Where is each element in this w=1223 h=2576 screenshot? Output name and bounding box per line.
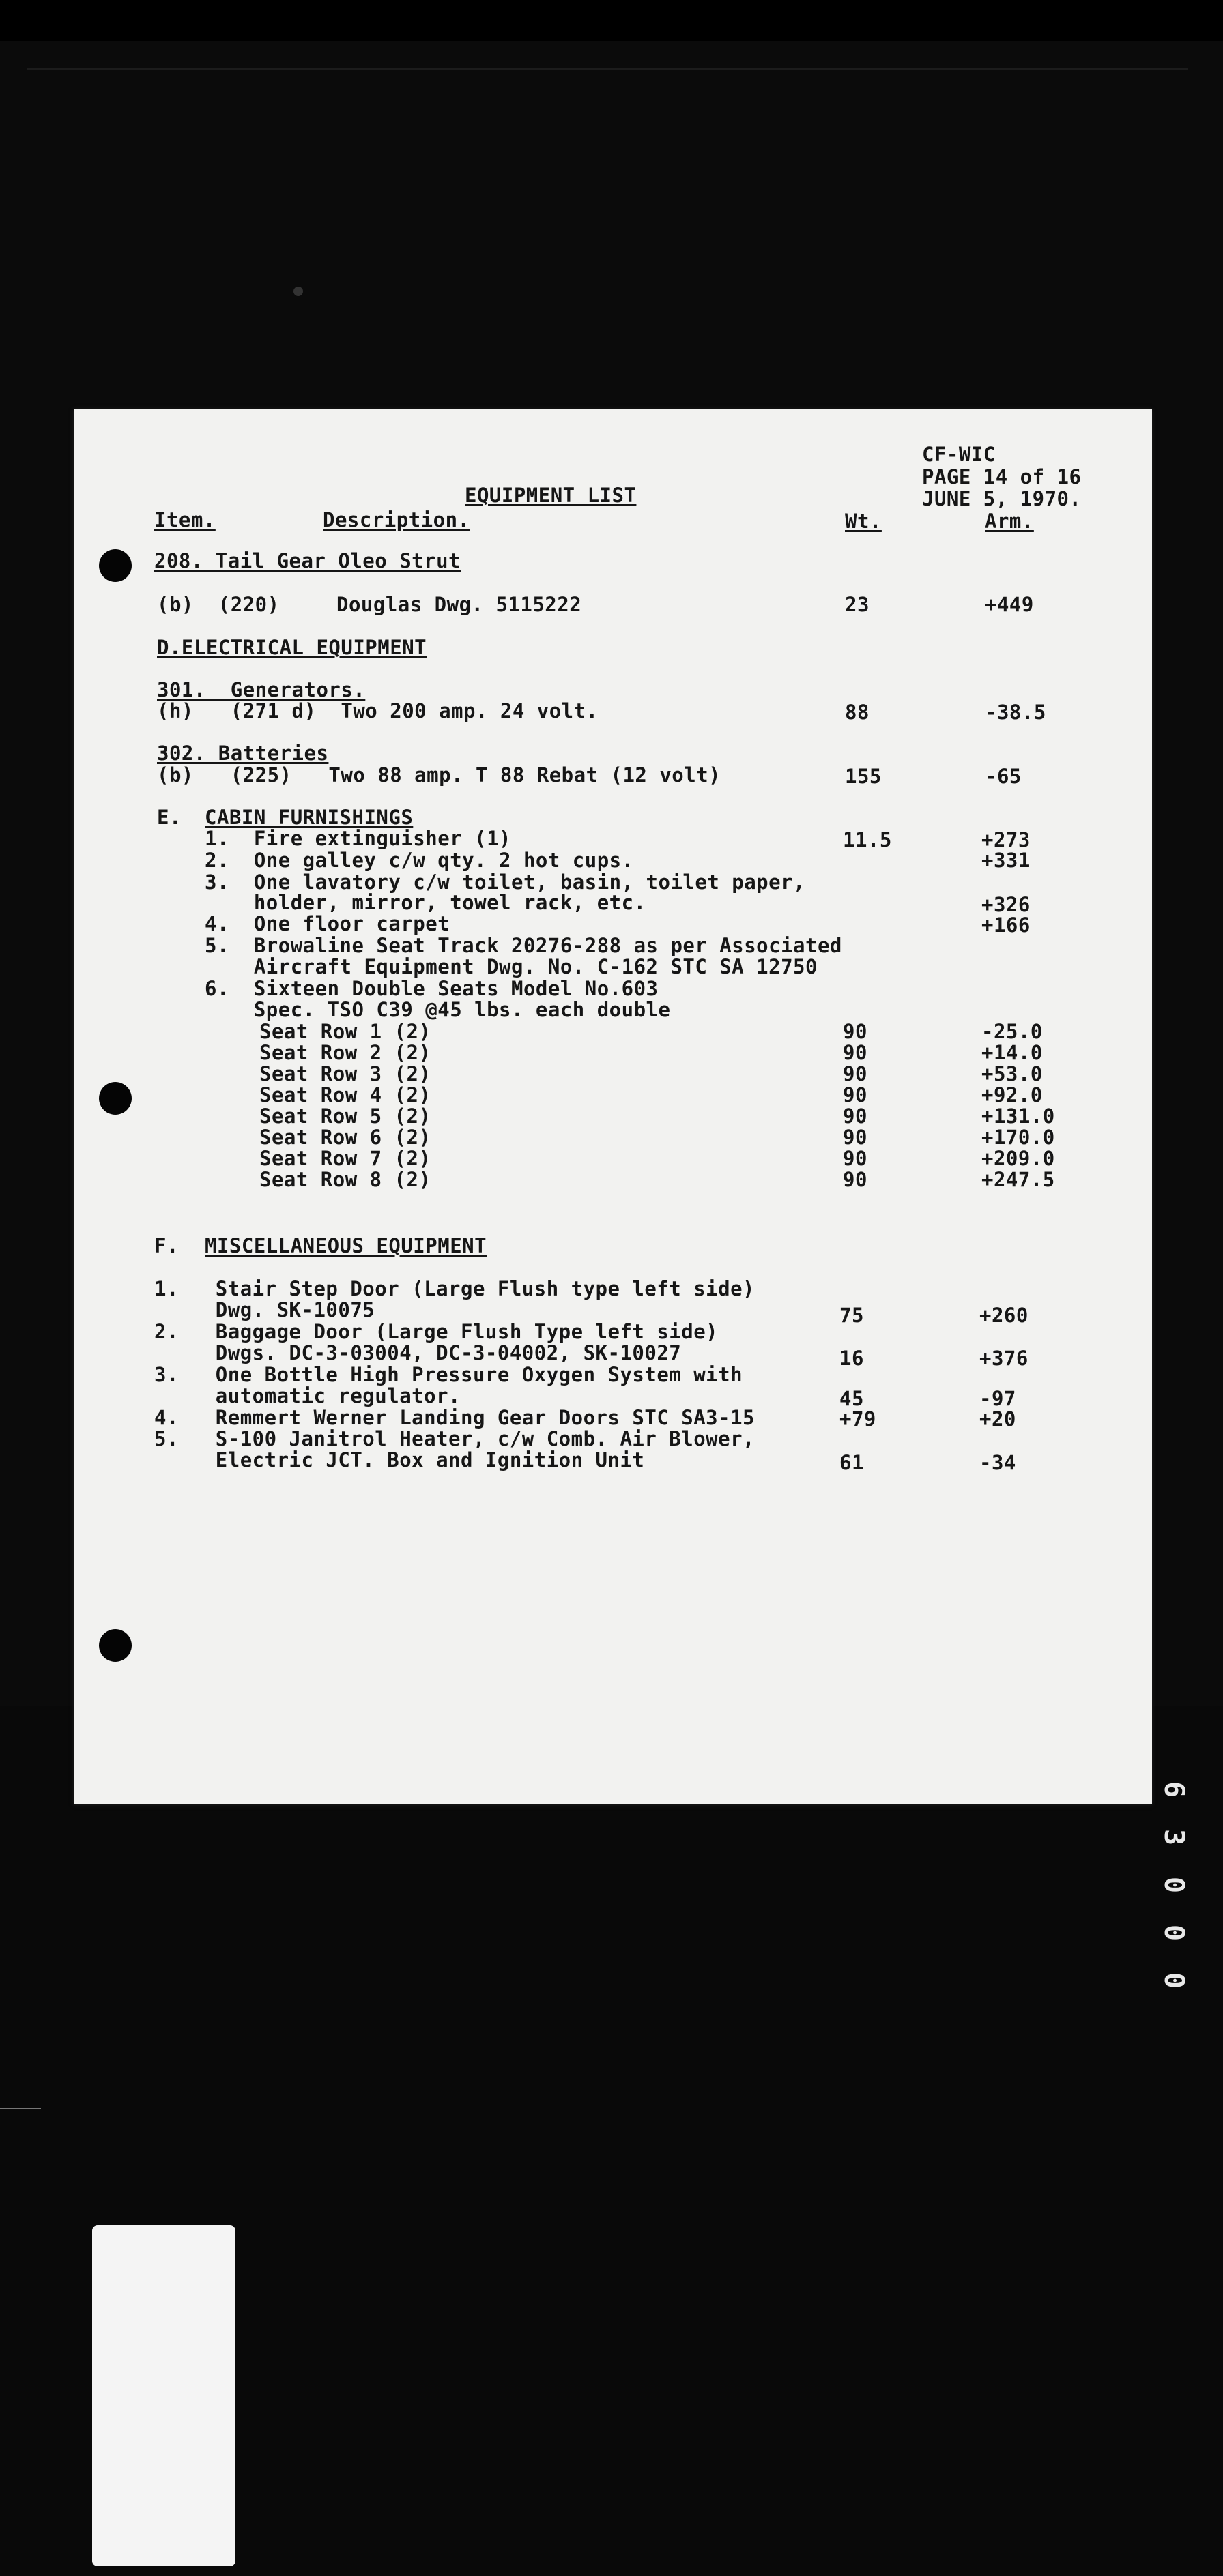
section-d-heading: D.ELECTRICAL EQUIPMENT (157, 636, 427, 659)
item-e4: 4. One floor carpet (205, 912, 450, 935)
item-f2-line2: Dwgs. DC-3-03004, DC-3-04002, SK-10027 (154, 1341, 682, 1364)
document-date: JUNE 5, 1970. (922, 487, 1082, 510)
seat-row-arm: +53.0 (981, 1062, 1043, 1085)
seat-row-arm: +170.0 (981, 1126, 1055, 1149)
item-f1-line2: Dwg. SK-10075 (154, 1298, 375, 1321)
seat-row-arm: +247.5 (981, 1168, 1055, 1191)
seat-row-arm: +92.0 (981, 1083, 1043, 1107)
item-e1-weight: 11.5 (843, 828, 892, 851)
seat-row-label: Seat Row 8 (2) (259, 1168, 431, 1191)
seat-row-weight: 90 (843, 1020, 867, 1043)
seat-row-weight: 90 (843, 1147, 867, 1170)
item-e2: 2. One galley c/w qty. 2 hot cups. (205, 849, 634, 872)
frame-digit: 6 (1158, 1781, 1190, 1798)
item-301h-line: (h) (271 d) Two 200 amp. 24 volt. (157, 699, 599, 722)
item-208b-arm: +449 (985, 593, 1034, 616)
item-f2-weight: 16 (839, 1347, 864, 1370)
item-301-title: 301. Generators. (157, 678, 366, 701)
item-f1-line1: 1. Stair Step Door (Large Flush type left side) (154, 1277, 756, 1300)
item-302b-arm: -65 (985, 765, 1022, 788)
item-302b-line: (b) (225) Two 88 amp. T 88 Rebat (12 volt) (157, 763, 721, 787)
seat-row-weight: 90 (843, 1083, 867, 1107)
item-f3-arm: -97 (979, 1387, 1016, 1410)
seat-row-label: Seat Row 5 (2) (259, 1104, 431, 1128)
item-e3-arm: +326 (981, 893, 1031, 916)
seat-row-label: Seat Row 3 (2) (259, 1062, 431, 1085)
section-f-letter: F. (154, 1234, 179, 1257)
item-e2-arm: +331 (981, 849, 1031, 872)
page-number: PAGE 14 of 16 (922, 465, 1082, 488)
seat-row-label: Seat Row 2 (2) (259, 1041, 431, 1064)
item-f3-line1: 3. One Bottle High Pressure Oxygen System with (154, 1363, 743, 1386)
item-f5-weight: 61 (839, 1451, 864, 1474)
item-f4-weight: +79 (839, 1407, 876, 1431)
item-301h-weight: 88 (845, 701, 869, 724)
item-e6-line2: Spec. TSO C39 @45 lbs. each double (205, 998, 671, 1021)
item-f2-arm: +376 (979, 1347, 1028, 1370)
frame-digit: 0 (1158, 1924, 1190, 1942)
seat-row-weight: 90 (843, 1041, 867, 1064)
seat-row-label: Seat Row 7 (2) (259, 1147, 431, 1170)
item-e5-line1: 5. Browaline Seat Track 20276-288 as per Associated (205, 934, 842, 957)
registration-mark: CF-WIC (922, 443, 996, 466)
seat-row-weight: 90 (843, 1126, 867, 1149)
frame-number (1160, 1774, 1201, 2019)
film-scratch (27, 68, 1188, 70)
page-title: EQUIPMENT LIST (465, 484, 637, 507)
item-f2-line1: 2. Baggage Door (Large Flush Type left side) (154, 1320, 719, 1343)
item-f5-line1: 5. S-100 Janitrol Heater, c/w Comb. Air Blower, (154, 1427, 756, 1450)
column-description-header: Description. (323, 508, 470, 531)
seat-row-arm: +209.0 (981, 1147, 1055, 1170)
item-f3-weight: 45 (839, 1387, 864, 1410)
item-208-title: 208. Tail Gear Oleo Strut (154, 549, 461, 572)
seat-row-arm: -25.0 (981, 1020, 1043, 1043)
item-f5-line2: Electric JCT. Box and Ignition Unit (154, 1448, 645, 1472)
item-301h-arm: -38.5 (985, 701, 1046, 724)
item-f5-arm: -34 (979, 1451, 1016, 1474)
section-f-heading: MISCELLANEOUS EQUIPMENT (205, 1234, 487, 1257)
item-e1-arm: +273 (981, 828, 1031, 851)
item-208b-weight: 23 (845, 593, 869, 616)
film-speck (293, 287, 303, 296)
column-arm-header: Arm. (985, 510, 1034, 533)
item-e6-line1: 6. Sixteen Double Seats Model No.603 (205, 977, 659, 1000)
seat-row-weight: 90 (843, 1104, 867, 1128)
column-weight-header: Wt. (845, 510, 882, 533)
seat-row-label: Seat Row 4 (2) (259, 1083, 431, 1107)
column-item-header: Item. (154, 508, 216, 531)
film-leader-strip (92, 2225, 235, 2566)
item-f4: 4. Remmert Werner Landing Gear Doors STC SA3-15 (154, 1406, 756, 1429)
item-e1: 1. Fire extinguisher (1) (205, 827, 511, 850)
item-e3-line1: 3. One lavatory c/w toilet, basin, toilet paper, (205, 870, 806, 894)
section-e-letter: E. (157, 806, 182, 829)
seat-row-arm: +131.0 (981, 1104, 1055, 1128)
seat-row-weight: 90 (843, 1168, 867, 1191)
punch-hole (99, 549, 132, 582)
item-302b-weight: 155 (845, 765, 882, 788)
item-f3-line2: automatic regulator. (154, 1384, 461, 1407)
item-e3-line2: holder, mirror, towel rack, etc. (205, 891, 646, 914)
film-top-band (0, 0, 1223, 41)
film-scratch (0, 2108, 41, 2109)
seat-row-label: Seat Row 6 (2) (259, 1126, 431, 1149)
frame-digit: 0 (1158, 1972, 1190, 1989)
frame-digit: 3 (1158, 1828, 1190, 1846)
document-page (74, 409, 1152, 1804)
seat-row-label: Seat Row 1 (2) (259, 1020, 431, 1043)
punch-hole (99, 1082, 132, 1115)
item-f1-arm: +260 (979, 1304, 1028, 1327)
item-f4-arm: +20 (979, 1407, 1016, 1431)
punch-hole (99, 1629, 132, 1662)
frame-digit: 0 (1158, 1876, 1190, 1894)
item-208b-description: Douglas Dwg. 5115222 (336, 593, 582, 616)
item-e5-line2: Aircraft Equipment Dwg. No. C-162 STC SA 12750 (205, 955, 818, 978)
item-208b-code: (b) (220) (157, 593, 280, 616)
seat-row-arm: +14.0 (981, 1041, 1043, 1064)
item-e4-arm: +166 (981, 913, 1031, 937)
item-f1-weight: 75 (839, 1304, 864, 1327)
seat-row-weight: 90 (843, 1062, 867, 1085)
section-e-heading: CABIN FURNISHINGS (205, 806, 414, 829)
item-302-title: 302. Batteries (157, 742, 329, 765)
